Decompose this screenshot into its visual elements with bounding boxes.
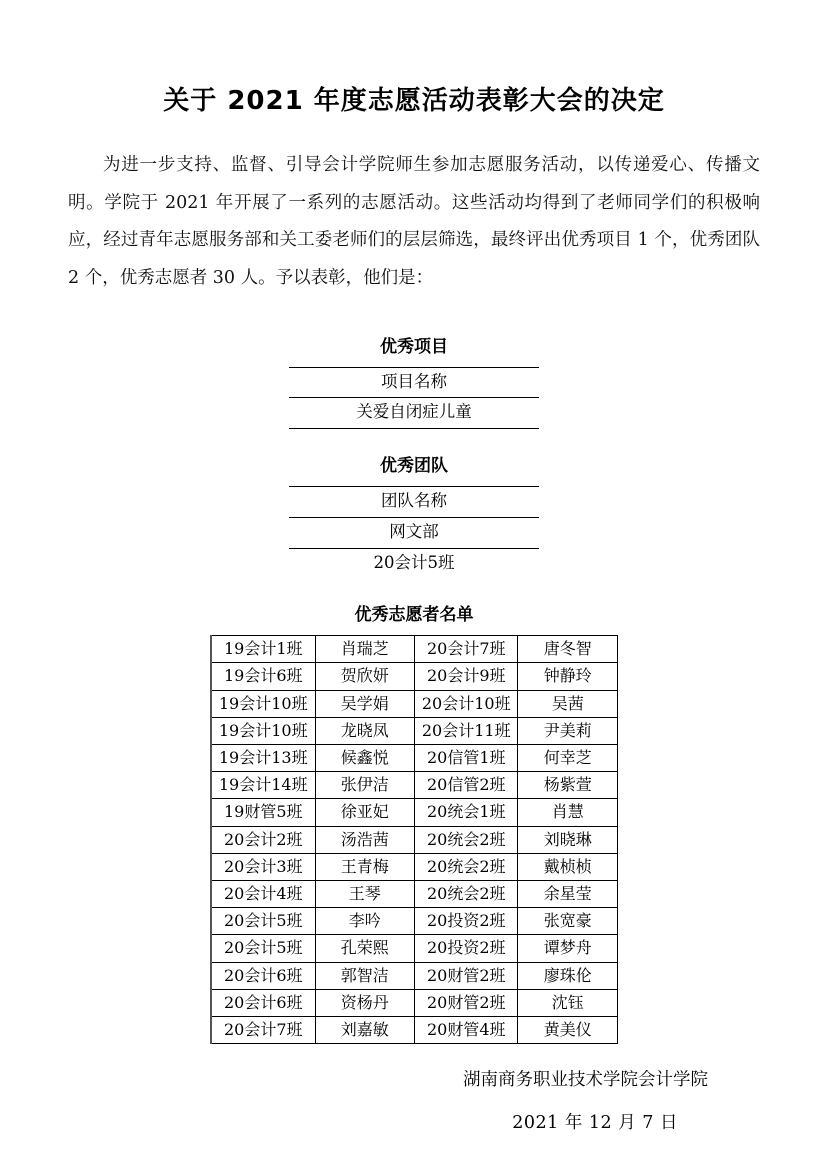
table-row [211, 717, 618, 744]
table-row [211, 772, 618, 799]
table-row [211, 989, 618, 1016]
project-name-cell: 关爱自闭症儿童 [289, 398, 539, 429]
class-cell: 20信管1班 [414, 745, 518, 772]
date-line: 2021 年 12 月 7 日 [512, 1113, 678, 1134]
team-name-cell: 网文部 [289, 517, 539, 548]
class-cell: 19会计14班 [211, 772, 315, 799]
name-cell: 何幸芝 [518, 745, 618, 772]
name-cell: 龙晓凤 [315, 717, 414, 744]
name-cell: 王琴 [315, 880, 414, 907]
table-row [211, 636, 618, 663]
class-cell: 19会计10班 [211, 717, 315, 744]
name-cell: 徐亚妃 [315, 799, 414, 826]
name-cell: 刘晓琳 [518, 826, 618, 853]
name-cell: 杨紫萱 [518, 772, 618, 799]
name-cell: 肖瑞芝 [315, 636, 414, 663]
table-row [211, 908, 618, 935]
name-cell: 唐冬智 [518, 636, 618, 663]
volunteer-table [210, 635, 618, 1044]
class-cell: 20会计5班 [211, 935, 315, 962]
name-cell: 肖慧 [518, 799, 618, 826]
name-cell: 廖珠伦 [518, 962, 618, 989]
class-cell: 20会计2班 [211, 826, 315, 853]
class-cell: 20会计9班 [414, 663, 518, 690]
table-row [289, 517, 539, 548]
class-cell: 20会计3班 [211, 853, 315, 880]
class-cell: 20会计10班 [414, 690, 518, 717]
table-row [211, 1016, 618, 1043]
class-cell: 19会计6班 [211, 663, 315, 690]
class-cell: 20会计7班 [211, 1016, 315, 1043]
class-cell: 20投资2班 [414, 935, 518, 962]
name-cell: 张伊洁 [315, 772, 414, 799]
class-cell: 19财管5班 [211, 799, 315, 826]
class-cell: 20会计5班 [211, 908, 315, 935]
class-cell: 20会计4班 [211, 880, 315, 907]
class-cell: 20统会2班 [414, 880, 518, 907]
class-cell: 20会计6班 [211, 989, 315, 1016]
table-row [211, 962, 618, 989]
table-header-row [289, 487, 539, 518]
team-table [289, 486, 539, 578]
class-cell: 20统会2班 [414, 826, 518, 853]
table-row [211, 826, 618, 853]
class-cell: 20会计7班 [414, 636, 518, 663]
name-cell: 汤浩茜 [315, 826, 414, 853]
name-cell: 余星莹 [518, 880, 618, 907]
intro-paragraph: 为进一步支持、监督、引导会计学院师生参加志愿服务活动，以传递爱心、传播文明。学院于 2021 年开展了一系列的志愿活动。这些活动均得到了老师同学们的积极响应，经过青年志愿服务部和关工委老师们的层层筛选，最终评出优秀项目 1 个，优秀团队 2 个，优秀志愿者 30 人。予以表彰，他们是： [68, 155, 760, 288]
table-row [211, 935, 618, 962]
class-cell: 20投资2班 [414, 908, 518, 935]
name-cell: 贺欣妍 [315, 663, 414, 690]
name-cell: 李吟 [315, 908, 414, 935]
class-cell: 19会计1班 [211, 636, 315, 663]
name-cell: 候鑫悦 [315, 745, 414, 772]
class-cell: 20财管4班 [414, 1016, 518, 1043]
table-header-row [289, 367, 539, 398]
name-cell: 戴桢桢 [518, 853, 618, 880]
class-cell: 20统会2班 [414, 853, 518, 880]
class-cell: 20财管2班 [414, 989, 518, 1016]
project-section-heading: 优秀项目 [380, 336, 448, 357]
name-cell: 尹美莉 [518, 717, 618, 744]
page-title: 关于 2021 年度志愿活动表彰大会的决定 [163, 86, 665, 116]
name-cell: 谭梦舟 [518, 935, 618, 962]
team-name-cell: 20会计5班 [373, 552, 455, 572]
team-section-heading: 优秀团队 [380, 456, 448, 476]
signature-line: 湖南商务职业技术学院会计学院 [463, 1070, 708, 1091]
table-row [211, 880, 618, 907]
class-cell: 20统会1班 [414, 799, 518, 826]
table-row [211, 745, 618, 772]
name-cell: 王青梅 [315, 853, 414, 880]
name-cell: 郭智洁 [315, 962, 414, 989]
class-cell: 20财管2班 [414, 962, 518, 989]
project-table-body [289, 367, 539, 429]
class-cell: 20会计11班 [414, 717, 518, 744]
name-cell: 吴学娟 [315, 690, 414, 717]
class-cell: 19会计10班 [211, 690, 315, 717]
name-cell: 刘嘉敏 [315, 1016, 414, 1043]
project-column-header: 项目名称 [289, 367, 539, 398]
table-row [289, 398, 539, 429]
class-cell: 20信管2班 [414, 772, 518, 799]
name-cell: 资杨丹 [315, 989, 414, 1016]
name-cell: 沈钰 [518, 989, 618, 1016]
table-row [211, 799, 618, 826]
volunteer-table-body [211, 636, 618, 1044]
team-column-header: 团队名称 [289, 487, 539, 518]
table-row [211, 663, 618, 690]
name-cell: 张宽豪 [518, 908, 618, 935]
team-table-body [289, 487, 539, 579]
name-cell: 钟静玲 [518, 663, 618, 690]
class-cell: 19会计13班 [211, 745, 315, 772]
table-row [211, 853, 618, 880]
table-row [289, 548, 539, 578]
volunteer-section-heading: 优秀志愿者名单 [354, 605, 474, 626]
name-cell: 吴茜 [518, 690, 618, 717]
name-cell: 黄美仪 [518, 1016, 618, 1043]
table-row [211, 690, 618, 717]
project-table [289, 367, 539, 430]
class-cell: 20会计6班 [211, 962, 315, 989]
name-cell: 孔荣熙 [315, 935, 414, 962]
